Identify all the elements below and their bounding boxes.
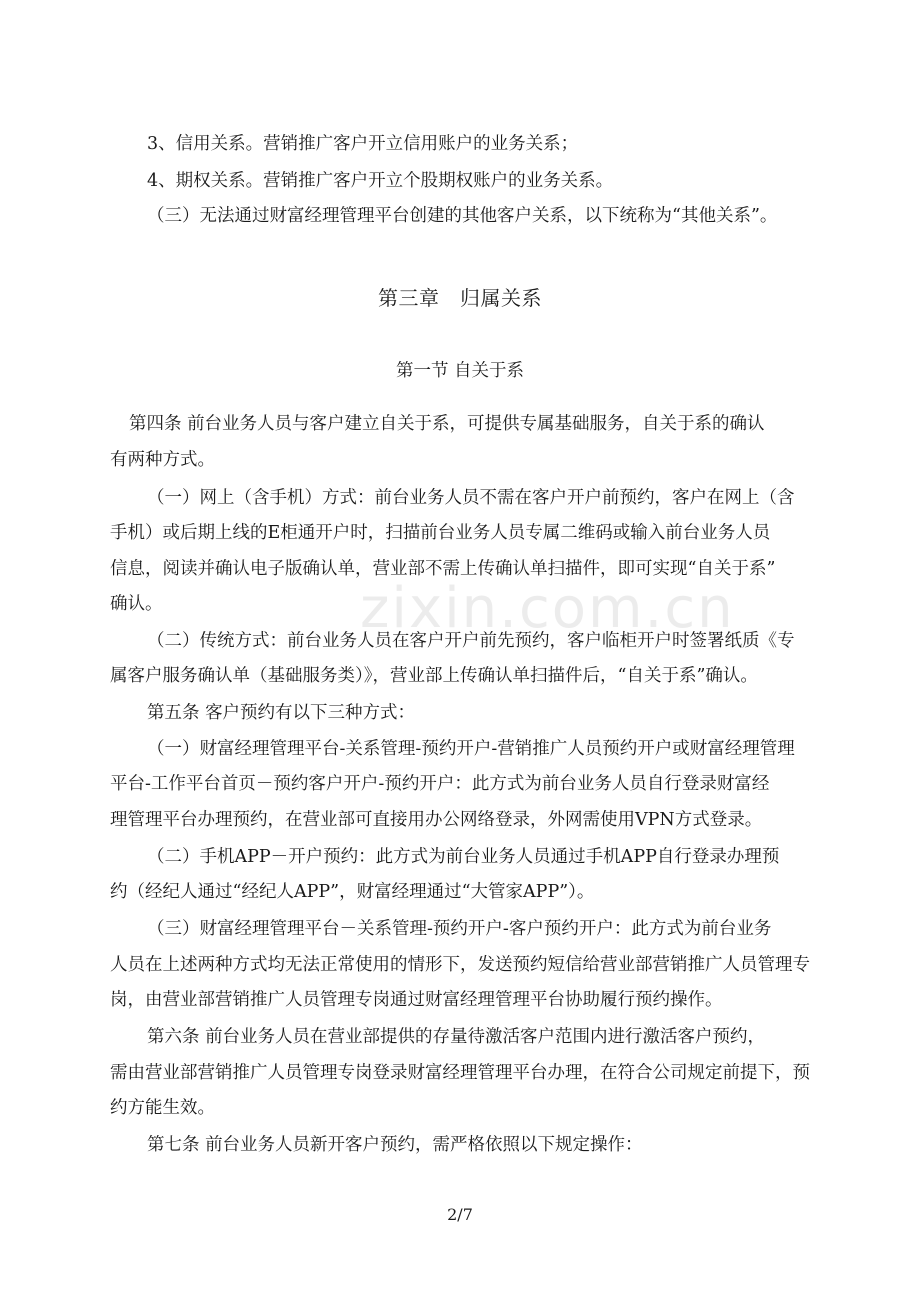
paragraph-line: （二）手机APP－开户预约：此方式为前台业务人员通过手机APP自行登录办理预 bbox=[147, 847, 780, 867]
paragraph-line: 手机）或后期上线的E柜通开户时，扫描前台业务人员专属二维码或输入前台业务人员 bbox=[110, 523, 771, 543]
chapter-title: 第三章 归属关系 bbox=[378, 286, 542, 310]
page-number: 2/7 bbox=[447, 1205, 473, 1224]
watermark: zixin.com.cn bbox=[360, 576, 735, 641]
list-item-option-relation: 4、期权关系。营销推广客户开立个股期权账户的业务关系。 bbox=[147, 171, 614, 191]
paragraph-line: 有两种方式。 bbox=[110, 450, 215, 470]
paragraph-line: （三）财富经理管理平台－关系管理-预约开户-客户预约开户：此方式为前台业务 bbox=[147, 919, 772, 939]
paragraph-line: 属客户服务确认单（基础服务类）》，营业部上传确认单扫描件后，“自关于系”确认。 bbox=[110, 666, 758, 686]
list-item-other-relation: （三）无法通过财富经理管理平台创建的其他客户关系，以下统称为“其他关系”。 bbox=[147, 206, 778, 226]
paragraph-line: （一）网上（含手机）方式：前台业务人员不需在客户开户前预约，客户在网上（含 bbox=[147, 488, 795, 508]
paragraph-line: （一）财富经理管理平台-关系管理-预约开户-营销推广人员预约开户或财富经理管理 bbox=[147, 739, 795, 759]
paragraph-line: 第五条 客户预约有以下三种方式： bbox=[147, 703, 416, 723]
paragraph-line: 确认。 bbox=[110, 594, 163, 614]
paragraph-line: 第四条 前台业务人员与客户建立自关于系，可提供专属基础服务，自关于系的确认 bbox=[129, 414, 765, 434]
paragraph-line: 约方能生效。 bbox=[110, 1098, 215, 1118]
paragraph-line: 需由营业部营销推广人员管理专岗登录财富经理管理平台办理，在符合公司规定前提下，预 bbox=[110, 1063, 810, 1083]
paragraph-line: 约（经纪人通过“经纪人APP”，财富经理通过“大管家APP”）。 bbox=[110, 882, 595, 902]
list-item-credit-relation: 3、信用关系。营销推广客户开立信用账户的业务关系； bbox=[147, 134, 579, 154]
paragraph-line: 岗，由营业部营销推广人员管理专岗通过财富经理管理平台协助履行预约操作。 bbox=[110, 990, 723, 1010]
paragraph-line: 第六条 前台业务人员在营业部提供的存量待激活客户范围内进行激活客户预约， bbox=[147, 1027, 766, 1047]
paragraph-line: 理管理平台办理预约，在营业部可直接用办公网络登录，外网需使用VPN方式登录。 bbox=[110, 810, 763, 830]
paragraph-line: 第七条 前台业务人员新开客户预约，需严格依照以下规定操作： bbox=[147, 1135, 643, 1155]
paragraph-line: （二）传统方式：前台业务人员在客户开户前先预约，客户临柜开户时签署纸质《专 bbox=[147, 631, 795, 651]
paragraph-line: 人员在上述两种方式均无法正常使用的情形下，发送预约短信给营业部营销推广人员管理专 bbox=[110, 955, 810, 975]
paragraph-line: 平台-工作平台首页－预约客户开户-预约开户：此方式为前台业务人员自行登录财富经 bbox=[110, 774, 770, 794]
section-title: 第一节 自关于系 bbox=[395, 361, 525, 381]
paragraph-line: 信息，阅读并确认电子版确认单，营业部不需上传确认单扫描件，即可实现“自关于系” bbox=[110, 559, 776, 579]
